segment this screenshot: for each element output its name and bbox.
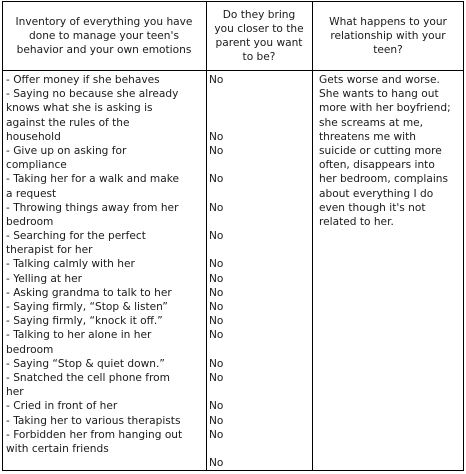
relationship-line: about everything I do (319, 187, 434, 200)
answers-list (209, 73, 309, 470)
answer-line: No (209, 428, 224, 441)
header-relationship: What happens to your relationship with your teen? (329, 15, 447, 57)
inventory-line: against the rules of the (6, 116, 130, 129)
relationship-line: Gets worse and worse. (319, 74, 440, 86)
inventory-line: - Cried in front of her (6, 400, 118, 413)
column-divider (206, 2, 207, 470)
answer-line (209, 385, 309, 399)
inventory-line: household (6, 130, 61, 143)
inventory-line: - Talking to her alone in her (6, 329, 152, 342)
relationship-line: She wants to hang out (319, 88, 439, 101)
relationship-line: suicide or cutting more (319, 144, 442, 157)
inventory-line: - Searching for the perfect (6, 230, 146, 243)
relationship-text (319, 73, 461, 229)
inventory-list (6, 73, 204, 456)
inventory-line: - Saying firmly, “knock it off.” (6, 315, 163, 328)
inventory-line: - Snatched the cell phone from (6, 371, 170, 384)
answer-line: No (209, 414, 224, 427)
answer-line (209, 158, 309, 172)
inventory-line: therapist for her (6, 244, 93, 257)
answer-line: No (209, 173, 224, 186)
answer-line (209, 101, 309, 115)
inventory-line: - Give up on asking for (6, 144, 127, 157)
answer-line: No (209, 400, 224, 413)
answer-line: No (209, 357, 224, 370)
inventory-line: - Talking calmly with her (6, 258, 135, 271)
inventory-line: bedroom (6, 343, 54, 356)
answer-line (209, 87, 309, 101)
inventory-line: compliance (6, 159, 67, 172)
answer-line: No (209, 301, 224, 313)
inventory-line: - Taking her for a walk and make (6, 173, 180, 186)
inventory-line: - Asking grandma to talk to her (6, 286, 172, 299)
answer-line: No (209, 286, 224, 299)
inventory-line: a request (6, 187, 57, 200)
answer-line (209, 243, 309, 257)
inventory-table (2, 1, 464, 471)
answer-line (209, 343, 309, 357)
answer-line: No (209, 457, 224, 470)
relationship-line: related to her. (319, 215, 394, 228)
relationship-line: her bedroom, complains (319, 173, 449, 186)
inventory-line: bedroom (6, 215, 54, 228)
header-closer-to-parent: Do they bring you closer to the parent you want to be? (214, 8, 304, 64)
answer-line (209, 442, 309, 456)
inventory-line: knows what she is asking is (6, 102, 153, 115)
answer-line: No (209, 130, 224, 143)
answer-line: No (209, 74, 224, 86)
relationship-line: threatens me with (319, 130, 416, 143)
inventory-line: with certain friends (6, 442, 109, 455)
answer-line: No (209, 258, 224, 271)
inventory-line: - Forbidden her from hanging out (6, 428, 183, 441)
inventory-line: - Offer money if she behaves (6, 74, 160, 86)
answer-line (209, 187, 309, 201)
answer-line: No (209, 272, 224, 285)
inventory-line: her (6, 386, 24, 399)
answer-line: No (209, 201, 224, 214)
inventory-line: - Yelling at her (6, 272, 83, 285)
inventory-line: - Saying “Stop & quiet down.” (6, 357, 165, 370)
relationship-line: often, disappears into (319, 159, 435, 172)
inventory-line: - Saying firmly, “Stop & listen” (6, 301, 168, 313)
answer-line: No (209, 315, 224, 328)
answer-line (209, 215, 309, 229)
relationship-line: more with her boyfriend; (319, 102, 451, 115)
header-inventory: Inventory of everything you have done to manage your teen's behavior and your own emotions (15, 15, 193, 57)
answer-line: No (209, 371, 224, 384)
relationship-line: she screams at me, (319, 116, 424, 129)
answer-line: No (209, 144, 224, 157)
answer-line: No (209, 230, 224, 243)
inventory-line: - Taking her to various therapists (6, 414, 181, 427)
inventory-line: - Saying no because she already (6, 88, 179, 101)
relationship-line: even though it's not (319, 201, 426, 214)
inventory-line: - Throwing things away from her (6, 201, 179, 214)
answer-line: No (209, 329, 224, 342)
column-divider (312, 2, 313, 470)
header-divider (3, 70, 463, 71)
answer-line (209, 116, 309, 130)
